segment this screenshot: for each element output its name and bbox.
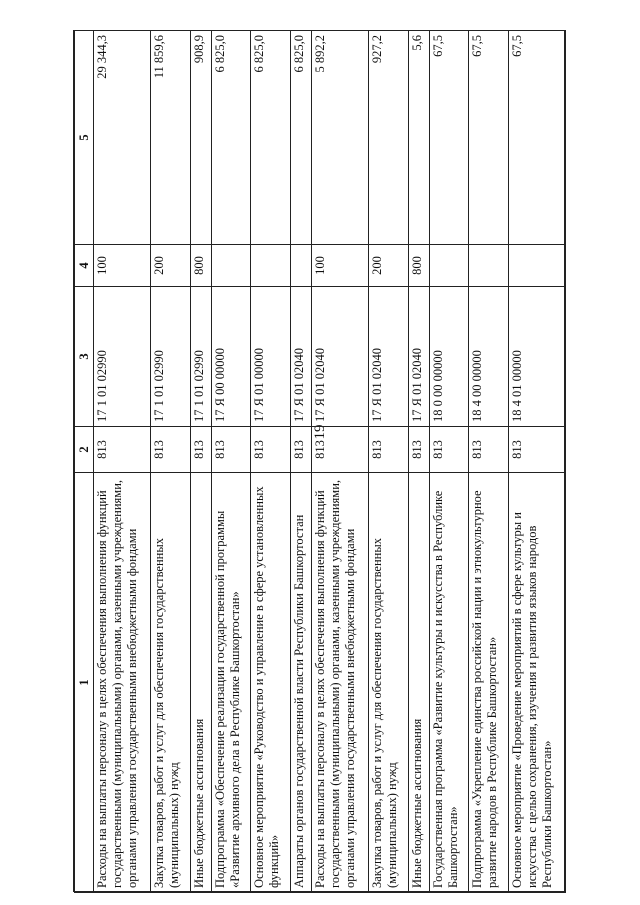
header-col-5: 5 <box>75 31 94 245</box>
row-expense-type <box>508 245 565 287</box>
header-col-4: 4 <box>75 245 94 287</box>
row-code: 813 <box>251 427 290 473</box>
row-code: 813 <box>469 427 508 473</box>
row-target-article: 17 1 01 02990 <box>94 287 151 427</box>
row-code: 813 <box>312 427 369 473</box>
table-row <box>430 31 469 893</box>
row-name: Расходы на выплаты персоналу в целях обеспечения выполнения функций государственными (муниципальными) органами, казенными учреждениями, органами управления государственными внебюджетными фондами <box>312 473 369 893</box>
row-amount: 11 859,6 <box>151 31 190 245</box>
row-amount: 67,5 <box>469 31 508 245</box>
rotated-table-container <box>74 31 566 893</box>
row-expense-type: 200 <box>151 245 190 287</box>
table-row <box>151 31 190 893</box>
row-amount: 6 825,0 <box>251 31 290 245</box>
row-amount: 67,5 <box>430 31 469 245</box>
row-name: Подпрограмма «Укрепление единства российской нации и этнокультурное развитие народов в Республике Башкортостан» <box>469 473 508 893</box>
row-name: Основное мероприятие «Руководство и управление в сфере установленных функций» <box>251 473 290 893</box>
row-name: Расходы на выплаты персоналу в целях обеспечения выполнения функций государственными (муниципальными) органами, казенными учреждениями, органами управления государственными внебюджетными фондами <box>94 473 151 893</box>
row-name: Аппараты органов государственной власти Республики Башкортостан <box>290 473 311 893</box>
budget-table-frame <box>73 30 565 892</box>
row-amount: 5 892,2 <box>312 31 369 245</box>
row-expense-type: 200 <box>369 245 408 287</box>
row-target-article: 17 1 01 02990 <box>190 287 211 427</box>
header-col-2: 2 <box>75 427 94 473</box>
row-code: 813 <box>369 427 408 473</box>
row-target-article: 17 Я 01 02040 <box>290 287 311 427</box>
table-row <box>211 31 250 893</box>
row-target-article: 18 0 00 00000 <box>430 287 469 427</box>
row-code: 813 <box>211 427 250 473</box>
row-expense-type: 800 <box>408 245 429 287</box>
row-amount: 6 825,0 <box>211 31 250 245</box>
row-target-article: 18 4 00 00000 <box>469 287 508 427</box>
row-expense-type <box>469 245 508 287</box>
row-amount: 5,6 <box>408 31 429 245</box>
row-expense-type <box>211 245 250 287</box>
row-code: 813 <box>408 427 429 473</box>
table-row <box>251 31 290 893</box>
row-name: Закупка товаров, работ и услуг для обеспечения государственных (муниципальных) нужд <box>151 473 190 893</box>
row-target-article: 18 4 01 00000 <box>508 287 565 427</box>
row-expense-type: 800 <box>190 245 211 287</box>
row-name: Иные бюджетные ассигнования <box>190 473 211 893</box>
row-target-article: 17 Я 00 00000 <box>211 287 250 427</box>
row-expense-type <box>430 245 469 287</box>
row-expense-type <box>251 245 290 287</box>
header-col-1: 1 <box>75 473 94 893</box>
row-expense-type <box>290 245 311 287</box>
row-target-article: 17 Я 01 02040 <box>408 287 429 427</box>
row-amount: 67,5 <box>508 31 565 245</box>
row-name: Закупка товаров, работ и услуг для обеспечения государственных (муниципальных) нужд <box>369 473 408 893</box>
row-name: Подпрограмма «Обеспечение реализации государственной программы «Развитие архивного дела в Республике Башкортостан» <box>211 473 250 893</box>
row-target-article: 17 1 01 02990 <box>151 287 190 427</box>
page-number: 19 <box>312 424 328 440</box>
row-code: 813 <box>190 427 211 473</box>
row-amount: 29 344,3 <box>94 31 151 245</box>
table-row <box>408 31 429 893</box>
table-row <box>469 31 508 893</box>
table-row <box>508 31 565 893</box>
header-col-3: 3 <box>75 287 94 427</box>
row-expense-type: 100 <box>94 245 151 287</box>
row-amount: 6 825,0 <box>290 31 311 245</box>
row-amount: 908,9 <box>190 31 211 245</box>
row-expense-type: 100 <box>312 245 369 287</box>
table-row <box>290 31 311 893</box>
row-target-article: 17 Я 01 02040 <box>312 287 369 427</box>
header-row <box>75 31 94 893</box>
row-amount: 927,2 <box>369 31 408 245</box>
row-target-article: 17 Я 01 02040 <box>369 287 408 427</box>
table-row <box>369 31 408 893</box>
row-code: 813 <box>290 427 311 473</box>
budget-table <box>74 30 566 893</box>
row-name: Основное мероприятие «Проведение мероприятий в сфере культуры и искусства с целью сохранения, изучения и развития языков народов Республики Башкортостан» <box>508 473 565 893</box>
row-name: Государственная программа «Развитие культуры и искусства в Республике Башкортостан» <box>430 473 469 893</box>
table-row <box>190 31 211 893</box>
row-code: 813 <box>430 427 469 473</box>
table-row <box>312 31 369 893</box>
row-code: 813 <box>151 427 190 473</box>
row-code: 813 <box>94 427 151 473</box>
table-row <box>94 31 151 893</box>
row-name: Иные бюджетные ассигнования <box>408 473 429 893</box>
row-target-article: 17 Я 01 00000 <box>251 287 290 427</box>
row-code: 813 <box>508 427 565 473</box>
